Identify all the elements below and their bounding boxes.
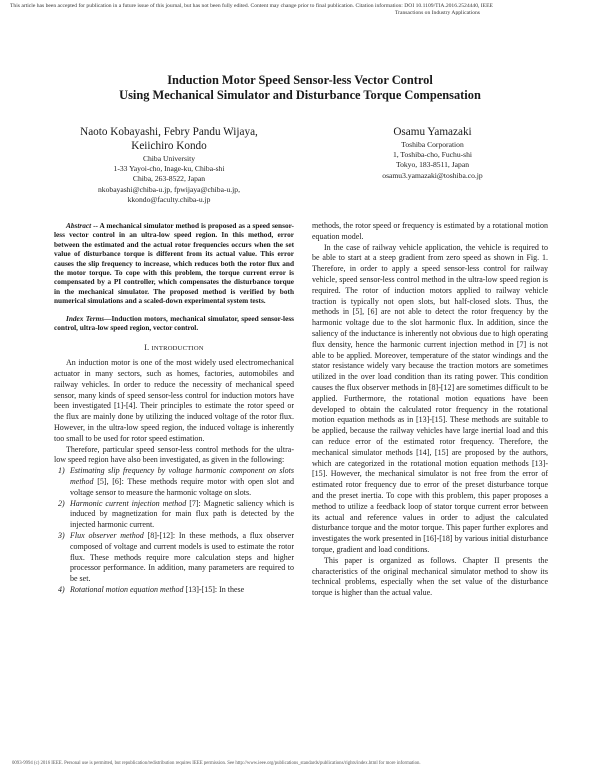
affiliation (50, 154, 288, 205)
list-item (58, 466, 294, 498)
copyright-footer: 0093-9994 (c) 2016 IEEE. Personal use is permitted, but republication/redistribution requires IEEE permission. See http://www.ieee.org/publications_standards/publications/rights/index.html for more information. (12, 761, 421, 766)
affiliation-line: Toshiba Corporation (401, 140, 464, 149)
author-block-chiba (50, 125, 288, 205)
organization-paragraph: This paper is organized as follows. Chapter II presents the characteristics of the original mechanical simulator method to show its technical problems, especially when the set value of the disturbance torque is higher than the actual value. (312, 555, 548, 598)
list-item-text: [13]-[15]: In these (183, 585, 245, 594)
index-terms-text: —Induction motors, mechanical simulator, speed sensor-less control, ultra-low speed region, vector control. (54, 313, 294, 333)
list-item (58, 585, 294, 596)
list-item-text: [5], [6]: These methods require motor with open slot and voltage sensor to measure the harmonic voltage on slots. (70, 477, 294, 497)
method-list (54, 466, 294, 596)
author-block-toshiba (335, 125, 530, 181)
list-item-name: Rotational motion equation method (70, 585, 184, 594)
index-terms (54, 314, 294, 333)
abstract (54, 221, 294, 306)
list-item-name: Flux observer method (70, 531, 144, 541)
author-names-line-1: Osamu Yamazaki (393, 126, 472, 138)
list-item (58, 531, 295, 585)
affiliation-line: Tokyo, 183-8511, Japan (395, 160, 469, 170)
index-terms-label: Index Terms (66, 313, 105, 323)
list-item-number: 3) (58, 531, 65, 541)
list-item-number: 2) (58, 498, 65, 508)
list-item-text: [8]-[12]: In these methods, a flux observer composed of voltage and current models is used to estimate the rotor flux. These methods require more calculation steps and higher processor performance. In addition, many parameters are required to be set. (70, 531, 295, 584)
list-item-number: 1) (58, 466, 65, 476)
author-email[interactable]: kkondo@faculty.chiba-u.jp (127, 194, 211, 204)
list-item (58, 498, 294, 531)
intro-paragraph-1: An induction motor is one of the most widely used electromechanical actuator in many sectors, such as homes, factories, automobiles and railway vehicles. In order to reduce the necessity of mechanical speed sensor, many kinds of speed sensor-less control for induction motors have been investigated [1]-[4]. Their principles to estimate the rotor speed or the flux are mainly done by utilizing the induced voltage of the rotor flux. However, in the ultra-low speed region, the induced voltage is inherently too small to be used for rotor speed estimation. (54, 358, 294, 443)
intro-paragraph-2: Therefore, particular speed sensor-less control methods for the ultra-low speed region have also been investigated, as given in the following: (54, 444, 294, 465)
running-header (10, 3, 590, 17)
author-email[interactable]: nkobayashi@chiba-u.jp, fpwijaya@chiba-u.jp, (98, 184, 240, 194)
affiliation-line: 1, Toshiba-cho, Fuchu-shi (392, 150, 473, 160)
title-line-2: Using Mechanical Simulator and Disturbance Torque Compensation (119, 88, 481, 102)
header-journal-line: Transactions on Industry Applications (394, 10, 480, 16)
header-citation-line: This article has been accepted for publication in a future issue of this journal, but has not been fully edited. Content may change prior to final publication. Citation information: DOI 10.1109/TIA.2016.2524440, IEEE (10, 3, 493, 9)
list-item-number: 4) (58, 585, 65, 594)
section-heading (54, 343, 294, 355)
list-item-text: [7]: Magnetic saliency which is induced by magnetization for main flux path is detected by the injected harmonic current. (70, 498, 294, 530)
title-line-1: Induction Motor Speed Sensor-less Vector Control (167, 73, 433, 87)
abstract-label: Abstract (66, 221, 92, 230)
section-title: INTRODUCTION (151, 345, 204, 353)
abstract-text: -- A mechanical simulator method is proposed as a speed sensor-less vector control in an ultra-low speed region. In this method, error between the estimated and the actual rotor frequencies occurs when the set value of disturbance torque is different from its actual value. This error causes the slip frequency to increase, which reduces both the rotor flux and the motor torque. To cope with this problem, the torque current error is compensated by a PI controller, which compensates the disturbance torque in the mechanical simulator. The proposed method is verified by both numerical simulations and a scaled-down experimental system tests. (54, 221, 294, 306)
affiliation-line: Chiba, 263-8522, Japan (132, 174, 206, 184)
continued-paragraph: methods, the rotor speed or frequency is estimated by a rotational motion equation model. (312, 221, 548, 241)
list-item-name: Estimating slip frequency by voltage harmonic component on slots method (70, 466, 294, 487)
affiliation-line: 1-33 Yayoi-cho, Inage-ku, Chiba-shi (113, 164, 225, 174)
author-email[interactable]: osamu3.yamazaki@toshiba.co.jp (382, 170, 483, 180)
author-names-line-1: Naoto Kobayashi, Febry Pandu Wijaya, (80, 126, 258, 138)
section-number: I. (144, 343, 150, 353)
left-column (54, 221, 294, 596)
affiliation (335, 140, 530, 181)
author-names-line-2: Keiichiro Kondo (131, 140, 207, 152)
affiliation-line: Chiba University (142, 154, 196, 163)
railway-paragraph: In the case of railway vehicle application, the vehicle is required to be able to start at a steep gradient from zero speed as shown in Fig. 1. Therefore, in order to apply a speed sensor-less control for railway vehicle, speed sensor-less control method in the ultra-low speed region is required. The rotor of induction motors applied to railway vehicle traction is typically not open slots, but half-closed slots. Thus, the methods in [5], [6] are not able to detect the rotor frequency by the harmonic voltage due to the slot harmonic flux. In addition, since the saliency of the inductance is inherently not obvious due to high operating flux density, hence the harmonic current injection method in [7] is not able to be applied. Moreover, temperature of the stator windings and the stator resistance widely vary because the traction motors are sometimes utilized in the over load condition than its rating power. This condition causes the flux observer methods in [8]-[12] are sometimes difficult to be applied. Furthermore, the rotational motion equations have been developed to obtain the calculated rotor frequency in the rotational motion equation methods as in [13]-[15]. These methods are suitable to be applied, because the railway vehicles have large inertial load and this can reduce error of the estimated rotor frequency. Therefore, the mechanical simulator methods [14], [15] are proposed by the authors, which are categorized in the rotational motion equation methods [13]-[15]. However, the mechanical simulator is not free from the error of estimated rotor frequency due to error of the preset disturbance torque and the preset inertia. To cope with this problem, this paper proposes a method to utilize a feedback loop of stator torque current error between its actual and reference values in order to adjust the calculated disturbance torque and the motor torque. This paper further explores and investigates the work presented in [16]-[18] by various initial disturbance torque, gradient and load conditions. (312, 242, 548, 554)
right-column (312, 221, 548, 599)
list-item-name: Harmonic current injection method (70, 498, 187, 508)
paper-title (0, 73, 600, 103)
